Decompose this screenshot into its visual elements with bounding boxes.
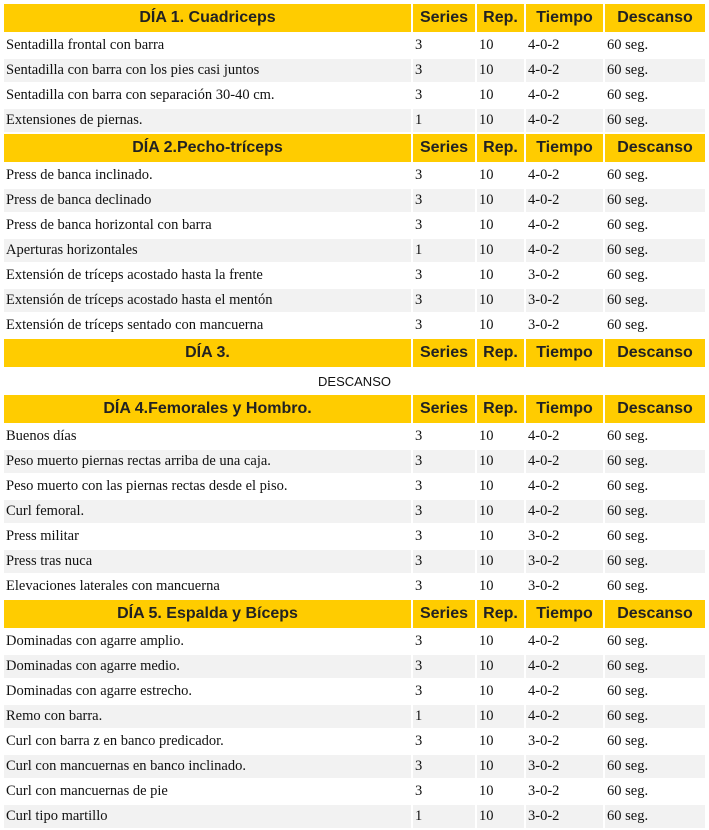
exercise-reps: 10 bbox=[477, 755, 524, 778]
column-header-reps: Rep. bbox=[477, 600, 524, 628]
exercise-row bbox=[4, 755, 705, 778]
exercise-rest: 60 seg. bbox=[607, 267, 649, 283]
rest-day-row bbox=[4, 369, 705, 393]
exercise-series: 3 bbox=[415, 633, 423, 649]
exercise-series: 1 bbox=[413, 705, 475, 728]
exercise-tempo: 4-0-2 bbox=[526, 450, 603, 473]
exercise-series: 3 bbox=[415, 87, 423, 103]
exercise-reps: 10 bbox=[479, 428, 494, 444]
day-header-row bbox=[4, 395, 705, 423]
exercise-row bbox=[4, 730, 705, 753]
exercise-series: 3 bbox=[415, 217, 423, 233]
exercise-row bbox=[4, 214, 705, 237]
column-header-series: Series bbox=[413, 134, 475, 162]
exercise-name: Dominadas con agarre estrecho. bbox=[6, 683, 193, 699]
exercise-row bbox=[4, 575, 705, 598]
rest-day-text: DESCANSO bbox=[318, 373, 391, 389]
exercise-series: 3 bbox=[415, 578, 423, 594]
exercise-name: Press de banca inclinado. bbox=[6, 167, 153, 183]
exercise-name: Extensiones de piernas. bbox=[4, 109, 411, 132]
column-header-reps: Rep. bbox=[477, 395, 524, 423]
exercise-name: Extensión de tríceps acostado hasta el mentón bbox=[4, 289, 411, 312]
exercise-rest: 60 seg. bbox=[605, 59, 705, 82]
exercise-tempo: 4-0-2 bbox=[526, 59, 603, 82]
exercise-series: 3 bbox=[415, 783, 423, 799]
exercise-tempo: 4-0-2 bbox=[528, 478, 560, 494]
exercise-tempo: 3-0-2 bbox=[528, 733, 560, 749]
exercise-reps: 10 bbox=[477, 500, 524, 523]
exercise-rest: 60 seg. bbox=[605, 289, 705, 312]
column-header-rest: Descanso bbox=[605, 600, 705, 628]
exercise-series: 1 bbox=[413, 109, 475, 132]
exercise-tempo: 3-0-2 bbox=[528, 783, 560, 799]
exercise-rest: 60 seg. bbox=[607, 217, 649, 233]
exercise-name: Curl con mancuernas en banco inclinado. bbox=[4, 755, 411, 778]
column-header-reps: Rep. bbox=[477, 4, 524, 32]
exercise-row bbox=[4, 680, 705, 703]
exercise-rest: 60 seg. bbox=[605, 705, 705, 728]
exercise-tempo: 3-0-2 bbox=[526, 289, 603, 312]
column-header-tempo: Tiempo bbox=[526, 134, 603, 162]
exercise-rest: 60 seg. bbox=[605, 189, 705, 212]
exercise-tempo: 4-0-2 bbox=[526, 705, 603, 728]
exercise-name: Sentadilla con barra con separación 30-40 cm. bbox=[6, 87, 275, 103]
exercise-reps: 10 bbox=[479, 633, 494, 649]
day-title: DÍA 5. Espalda y Bíceps bbox=[4, 600, 411, 628]
column-header-reps: Rep. bbox=[477, 134, 524, 162]
day-title: DÍA 2.Pecho-tríceps bbox=[4, 134, 411, 162]
exercise-row bbox=[4, 550, 705, 573]
exercise-series: 3 bbox=[415, 37, 423, 53]
exercise-tempo: 4-0-2 bbox=[528, 428, 560, 444]
exercise-reps: 10 bbox=[479, 167, 494, 183]
exercise-row bbox=[4, 630, 705, 653]
exercise-tempo: 3-0-2 bbox=[528, 578, 560, 594]
exercise-name: Press militar bbox=[6, 528, 79, 544]
exercise-series: 3 bbox=[415, 528, 423, 544]
exercise-row bbox=[4, 59, 705, 82]
exercise-rest: 60 seg. bbox=[605, 239, 705, 262]
exercise-reps: 10 bbox=[479, 267, 494, 283]
exercise-series: 3 bbox=[415, 478, 423, 494]
exercise-row bbox=[4, 314, 705, 337]
exercise-name: Sentadilla frontal con barra bbox=[6, 37, 165, 53]
exercise-reps: 10 bbox=[479, 87, 494, 103]
exercise-reps: 10 bbox=[477, 109, 524, 132]
column-header-tempo: Tiempo bbox=[526, 4, 603, 32]
day-title: DÍA 3. bbox=[4, 339, 411, 367]
exercise-reps: 10 bbox=[477, 805, 524, 828]
exercise-row bbox=[4, 500, 705, 523]
exercise-reps: 10 bbox=[479, 528, 494, 544]
exercise-rest: 60 seg. bbox=[607, 733, 649, 749]
exercise-name: Peso muerto piernas rectas arriba de una caja. bbox=[4, 450, 411, 473]
exercise-tempo: 3-0-2 bbox=[526, 755, 603, 778]
exercise-tempo: 4-0-2 bbox=[526, 655, 603, 678]
exercise-series: 3 bbox=[413, 450, 475, 473]
exercise-series: 3 bbox=[413, 289, 475, 312]
exercise-rest: 60 seg. bbox=[607, 528, 649, 544]
exercise-row bbox=[4, 780, 705, 803]
exercise-row bbox=[4, 425, 705, 448]
column-header-rest: Descanso bbox=[605, 134, 705, 162]
exercise-rest: 60 seg. bbox=[607, 87, 649, 103]
exercise-name: Extensión de tríceps sentado con mancuerna bbox=[6, 317, 264, 333]
exercise-row bbox=[4, 805, 705, 828]
exercise-name: Curl con mancuernas de pie bbox=[6, 783, 168, 799]
exercise-tempo: 4-0-2 bbox=[526, 189, 603, 212]
exercise-reps: 10 bbox=[479, 683, 494, 699]
exercise-row bbox=[4, 289, 705, 312]
exercise-name: Curl con barra z en banco predicador. bbox=[6, 733, 224, 749]
exercise-row bbox=[4, 84, 705, 107]
exercise-rest: 60 seg. bbox=[607, 578, 649, 594]
exercise-rest: 60 seg. bbox=[605, 500, 705, 523]
exercise-name: Dominadas con agarre medio. bbox=[4, 655, 411, 678]
exercise-rest: 60 seg. bbox=[607, 783, 649, 799]
exercise-series: 3 bbox=[413, 655, 475, 678]
exercise-series: 1 bbox=[413, 239, 475, 262]
exercise-tempo: 4-0-2 bbox=[528, 87, 560, 103]
day-title: DÍA 4.Femorales y Hombro. bbox=[4, 395, 411, 423]
exercise-rest: 60 seg. bbox=[607, 428, 649, 444]
exercise-reps: 10 bbox=[479, 317, 494, 333]
exercise-rest: 60 seg. bbox=[605, 805, 705, 828]
exercise-tempo: 4-0-2 bbox=[528, 217, 560, 233]
exercise-series: 3 bbox=[413, 59, 475, 82]
column-header-series: Series bbox=[413, 4, 475, 32]
exercise-name: Sentadilla con barra con los pies casi juntos bbox=[4, 59, 411, 82]
exercise-name: Curl tipo martillo bbox=[4, 805, 411, 828]
column-header-rest: Descanso bbox=[605, 395, 705, 423]
exercise-name: Peso muerto con las piernas rectas desde el piso. bbox=[6, 478, 288, 494]
exercise-row bbox=[4, 164, 705, 187]
exercise-reps: 10 bbox=[479, 733, 494, 749]
exercise-row bbox=[4, 475, 705, 498]
exercise-series: 3 bbox=[413, 500, 475, 523]
workout-table-body bbox=[4, 4, 705, 828]
exercise-series: 1 bbox=[413, 805, 475, 828]
exercise-rest: 60 seg. bbox=[607, 633, 649, 649]
exercise-series: 3 bbox=[415, 267, 423, 283]
exercise-rest: 60 seg. bbox=[605, 450, 705, 473]
exercise-reps: 10 bbox=[477, 239, 524, 262]
exercise-reps: 10 bbox=[477, 59, 524, 82]
exercise-reps: 10 bbox=[477, 705, 524, 728]
exercise-series: 3 bbox=[413, 755, 475, 778]
day-header-row bbox=[4, 600, 705, 628]
exercise-tempo: 3-0-2 bbox=[526, 805, 603, 828]
workout-table bbox=[2, 2, 707, 830]
column-header-tempo: Tiempo bbox=[526, 395, 603, 423]
exercise-tempo: 4-0-2 bbox=[528, 683, 560, 699]
exercise-rest: 60 seg. bbox=[605, 655, 705, 678]
exercise-tempo: 4-0-2 bbox=[526, 109, 603, 132]
exercise-series: 3 bbox=[415, 428, 423, 444]
exercise-tempo: 3-0-2 bbox=[528, 267, 560, 283]
exercise-rest: 60 seg. bbox=[607, 37, 649, 53]
exercise-row bbox=[4, 450, 705, 473]
exercise-name: Buenos días bbox=[6, 428, 77, 444]
column-header-series: Series bbox=[413, 395, 475, 423]
exercise-reps: 10 bbox=[479, 37, 494, 53]
exercise-row bbox=[4, 239, 705, 262]
exercise-name: Curl femoral. bbox=[4, 500, 411, 523]
day-header-row bbox=[4, 4, 705, 32]
exercise-row bbox=[4, 109, 705, 132]
day-title: DÍA 1. Cuadriceps bbox=[4, 4, 411, 32]
exercise-tempo: 3-0-2 bbox=[528, 317, 560, 333]
exercise-name: Remo con barra. bbox=[4, 705, 411, 728]
column-header-tempo: Tiempo bbox=[526, 339, 603, 367]
exercise-rest: 60 seg. bbox=[605, 755, 705, 778]
exercise-reps: 10 bbox=[479, 783, 494, 799]
column-header-rest: Descanso bbox=[605, 4, 705, 32]
exercise-series: 3 bbox=[415, 733, 423, 749]
column-header-series: Series bbox=[413, 339, 475, 367]
exercise-tempo: 3-0-2 bbox=[526, 550, 603, 573]
exercise-series: 3 bbox=[415, 317, 423, 333]
exercise-row bbox=[4, 264, 705, 287]
exercise-reps: 10 bbox=[477, 189, 524, 212]
exercise-reps: 10 bbox=[477, 450, 524, 473]
exercise-tempo: 4-0-2 bbox=[526, 500, 603, 523]
exercise-tempo: 3-0-2 bbox=[528, 528, 560, 544]
exercise-reps: 10 bbox=[479, 217, 494, 233]
exercise-row bbox=[4, 34, 705, 57]
day-header-row bbox=[4, 339, 705, 367]
exercise-name: Dominadas con agarre amplio. bbox=[6, 633, 184, 649]
exercise-tempo: 4-0-2 bbox=[528, 633, 560, 649]
day-header-row bbox=[4, 134, 705, 162]
exercise-tempo: 4-0-2 bbox=[528, 37, 560, 53]
exercise-name: Elevaciones laterales con mancuerna bbox=[6, 578, 220, 594]
column-header-series: Series bbox=[413, 600, 475, 628]
exercise-reps: 10 bbox=[477, 550, 524, 573]
exercise-row bbox=[4, 655, 705, 678]
column-header-rest: Descanso bbox=[605, 339, 705, 367]
exercise-rest: 60 seg. bbox=[605, 550, 705, 573]
exercise-row bbox=[4, 189, 705, 212]
exercise-tempo: 4-0-2 bbox=[526, 239, 603, 262]
column-header-reps: Rep. bbox=[477, 339, 524, 367]
exercise-reps: 10 bbox=[477, 655, 524, 678]
exercise-reps: 10 bbox=[479, 578, 494, 594]
exercise-name: Press de banca declinado bbox=[4, 189, 411, 212]
exercise-rest: 60 seg. bbox=[607, 683, 649, 699]
exercise-series: 3 bbox=[413, 550, 475, 573]
exercise-row bbox=[4, 525, 705, 548]
exercise-rest: 60 seg. bbox=[607, 317, 649, 333]
exercise-name: Press de banca horizontal con barra bbox=[6, 217, 212, 233]
exercise-name: Press tras nuca bbox=[4, 550, 411, 573]
exercise-rest: 60 seg. bbox=[607, 167, 649, 183]
exercise-name: Aperturas horizontales bbox=[4, 239, 411, 262]
exercise-series: 3 bbox=[413, 189, 475, 212]
exercise-rest: 60 seg. bbox=[607, 478, 649, 494]
exercise-series: 3 bbox=[415, 167, 423, 183]
exercise-tempo: 4-0-2 bbox=[528, 167, 560, 183]
exercise-rest: 60 seg. bbox=[605, 109, 705, 132]
column-header-tempo: Tiempo bbox=[526, 600, 603, 628]
exercise-series: 3 bbox=[415, 683, 423, 699]
exercise-reps: 10 bbox=[477, 289, 524, 312]
exercise-row bbox=[4, 705, 705, 728]
exercise-name: Extensión de tríceps acostado hasta la frente bbox=[6, 267, 263, 283]
exercise-reps: 10 bbox=[479, 478, 494, 494]
